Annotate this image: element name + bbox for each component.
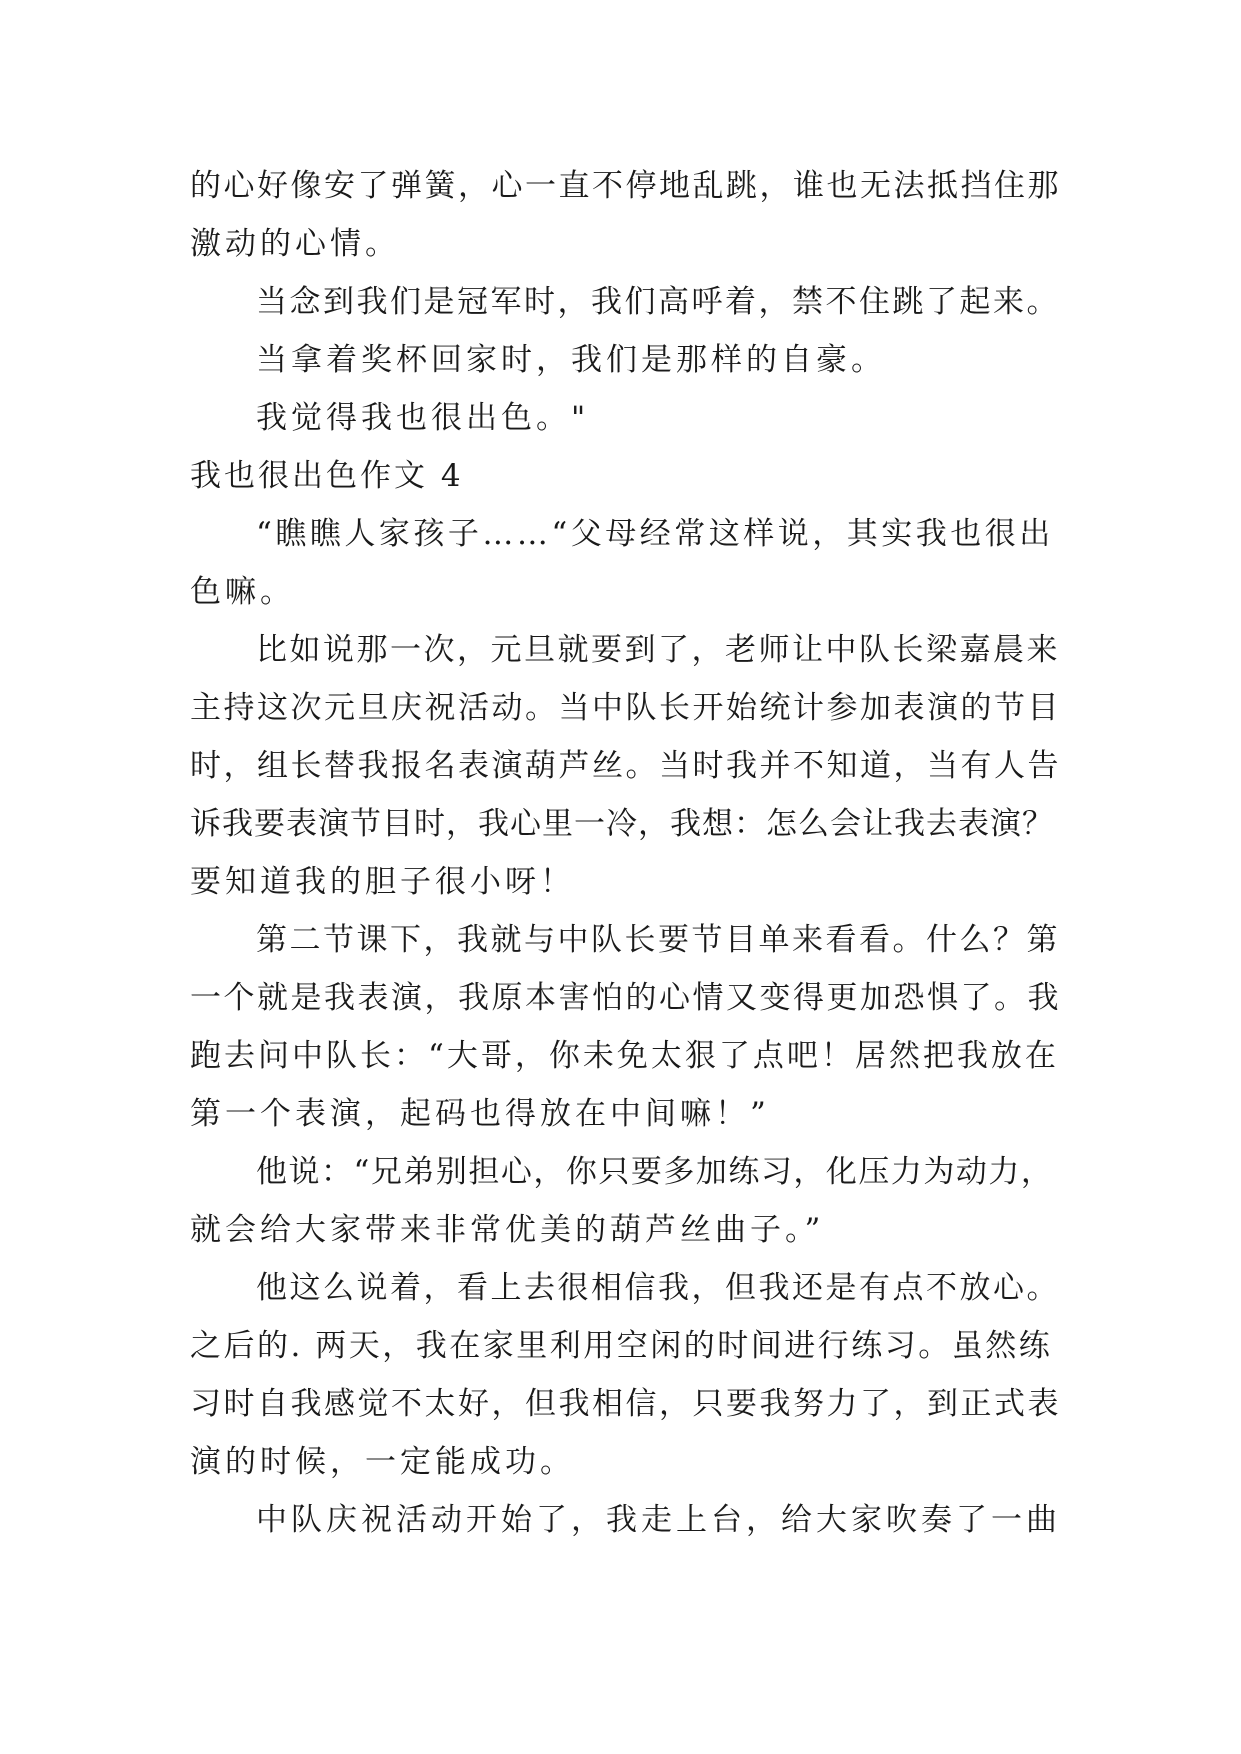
text-line: 时，组长替我报名表演葫芦丝。当时我并不知道，当有人告 xyxy=(190,748,1061,784)
paragraph-line: 第二节课下，我就与中队长要节目单来看看。什么？第 xyxy=(256,922,1060,958)
paragraph-line: 他说：“兄弟别担心，你只要多加练习，化压力为动力， xyxy=(256,1154,1054,1190)
paragraph-line: 当念到我们是冠军时，我们高呼着，禁不住跳了起来。 xyxy=(256,284,1060,320)
text-line: 诉我要表演节目时，我心里一冷，我想：怎么会让我去表演？ xyxy=(190,806,1054,842)
paragraph-line: 当拿着奖杯回家时，我们是那样的自豪。 xyxy=(256,342,886,378)
section-heading: 我也很出色作文 4 xyxy=(190,458,464,494)
text-line: 之后的. 两天，我在家里利用空闲的时间进行练习。虽然练 xyxy=(190,1328,1053,1364)
paragraph-line: 他这么说着，看上去很相信我，但我还是有点不放心。 xyxy=(256,1270,1060,1306)
paragraph-line: 我觉得我也很出色。" xyxy=(256,400,590,436)
text-line: 就会给大家带来非常优美的葫芦丝曲子。” xyxy=(190,1212,825,1248)
text-line: 习时自我感觉不太好，但我相信，只要我努力了，到正式表 xyxy=(190,1386,1061,1422)
text-line: 要知道我的胆子很小呀！ xyxy=(190,864,575,900)
text-line: 第一个表演，起码也得放在中间嘛！” xyxy=(190,1096,770,1132)
text-line: 一个就是我表演，我原本害怕的心情又变得更加恐惧了。我 xyxy=(190,980,1061,1016)
text-line: 激动的心情。 xyxy=(190,226,400,262)
paragraph-line: “瞧瞧人家孩子……“父母经常这样说，其实我也很出 xyxy=(256,516,1054,552)
paragraph-line: 中队庆祝活动开始了，我走上台，给大家吹奏了一曲 xyxy=(256,1502,1061,1538)
paragraph-line: 比如说那一次，元旦就要到了，老师让中队长梁嘉晨来 xyxy=(256,632,1060,668)
text-line: 色嘛。 xyxy=(190,574,295,610)
text-line: 的心好像安了弹簧，心一直不停地乱跳，谁也无法抵挡住那 xyxy=(190,168,1061,204)
text-line: 主持这次元旦庆祝活动。当中队长开始统计参加表演的节目 xyxy=(190,690,1061,726)
text-line: 演的时候，一定能成功。 xyxy=(190,1444,575,1480)
text-line: 跑去问中队长：“大哥，你未免太狠了点吧！居然把我放在 xyxy=(190,1038,1059,1074)
